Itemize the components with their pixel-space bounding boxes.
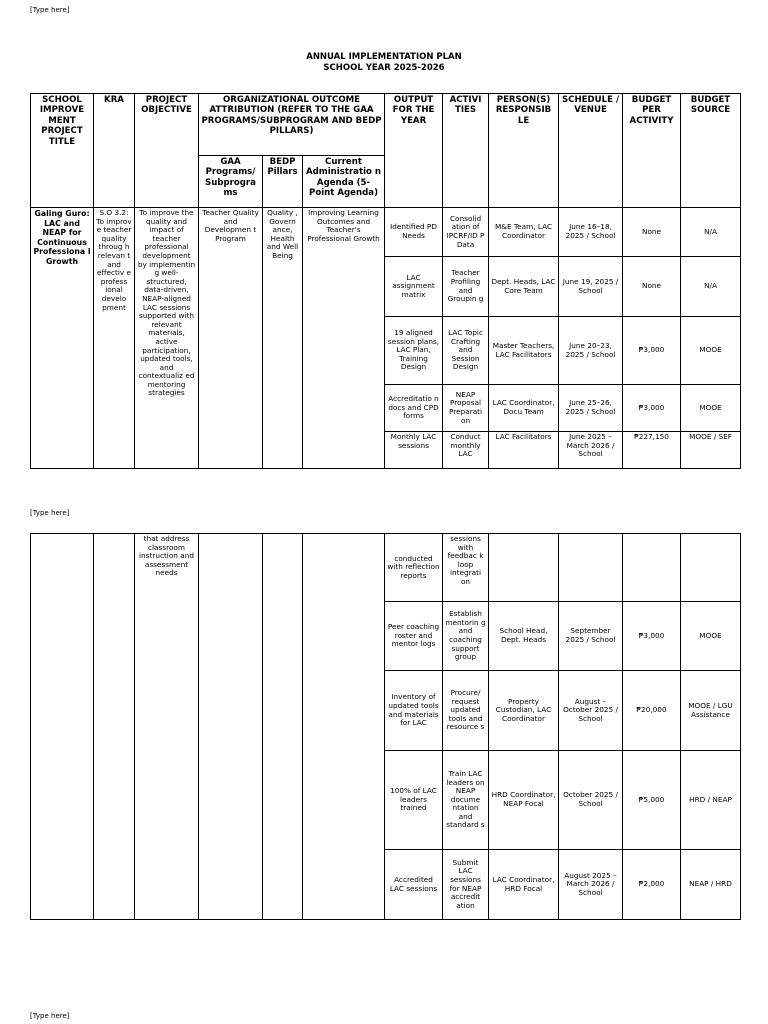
header-gaa: GAA Programs/ Subprogra ms: [199, 156, 263, 208]
source-cell: NEAP / HRD: [681, 850, 741, 920]
title-line-1: ANNUAL IMPLEMENTATION PLAN: [306, 52, 462, 62]
budget-cell: [623, 534, 681, 602]
activity-cell: Train LAC leaders on NEAP docume ntation and standard s: [443, 751, 489, 850]
output-cell: Inventory of updated tools and materials for LAC: [385, 671, 443, 751]
objective-cell: that address classroom instruction and assessment needs: [135, 534, 199, 920]
activity-cell: Conduct monthly LAC: [443, 432, 489, 469]
agenda-cell: [303, 534, 385, 920]
project-title-cell: [31, 534, 94, 920]
schedule-cell: August 2025 – March 2026 / School: [559, 850, 623, 920]
source-cell: MOOE: [681, 385, 741, 432]
budget-cell: ₱2,000: [623, 850, 681, 920]
activity-cell: sessions with feedbac k loop integrati on: [443, 534, 489, 602]
header-bedp: BEDP Pillars: [263, 156, 303, 208]
implementation-plan-table-page2: [30, 533, 741, 920]
source-cell: N/A: [681, 208, 741, 257]
agenda-cell: Improving Learning Outcomes and Teacher's Professional Growth: [303, 208, 385, 469]
activity-cell: Procure/ request updated tools and resource s: [443, 671, 489, 751]
persons-cell: LAC Facilitators: [489, 432, 559, 469]
budget-cell: ₱5,000: [623, 751, 681, 850]
header-org-outcome: ORGANIZATIONAL OUTCOME ATTRIBUTION (REFER TO THE GAA PROGRAMS/SUBPROGRAM AND BEDP PILLARS): [199, 94, 385, 156]
schedule-cell: August – October 2025 / School: [559, 671, 623, 751]
objective-cell: To improve the quality and impact of teacher professional development by implementin g well-structured, data-driven, NEAP-aligned LAC sessions supported with relevant materials, active participation, updated tools, and contextualiz ed mentoring strategies: [135, 208, 199, 469]
persons-cell: Dept. Heads, LAC Core Team: [489, 257, 559, 317]
persons-cell: School Head, Dept. Heads: [489, 602, 559, 671]
schedule-cell: June 16–18, 2025 / School: [559, 208, 623, 257]
page-header: [Type here]: [30, 1012, 70, 1020]
schedule-cell: June 19, 2025 / School: [559, 257, 623, 317]
source-cell: [681, 534, 741, 602]
kra-cell: [94, 534, 135, 920]
activity-cell: Submit LAC sessions for NEAP accredit ation: [443, 850, 489, 920]
activity-cell: LAC Topic Crafting and Session Design: [443, 317, 489, 385]
persons-cell: [489, 534, 559, 602]
budget-cell: ₱3,000: [623, 385, 681, 432]
output-cell: Accreditatio n docs and CPD forms: [385, 385, 443, 432]
project-title-cell: Galing Guro: LAC and NEAP for Continuous Professiona l Growth: [31, 208, 94, 469]
persons-cell: Master Teachers, LAC Facilitators: [489, 317, 559, 385]
persons-cell: M&E Team, LAC Coordinator: [489, 208, 559, 257]
page-header: [Type here]: [30, 6, 70, 14]
persons-cell: LAC Coordinator, HRD Focal: [489, 850, 559, 920]
schedule-cell: June 25–26, 2025 / School: [559, 385, 623, 432]
header-activities: ACTIVI TIES: [443, 94, 489, 208]
source-cell: MOOE / SEF: [681, 432, 741, 469]
header-objective: PROJECT OBJECTIVE: [135, 94, 199, 208]
activity-cell: Consolid ation of IPCRF/ID P Data: [443, 208, 489, 257]
output-cell: Peer coaching roster and mentor logs: [385, 602, 443, 671]
activity-cell: Teacher Profiling and Groupin g: [443, 257, 489, 317]
source-cell: HRD / NEAP: [681, 751, 741, 850]
source-cell: N/A: [681, 257, 741, 317]
budget-cell: ₱3,000: [623, 602, 681, 671]
gaa-cell: Teacher Quality and Developmen t Program: [199, 208, 263, 469]
schedule-cell: June 20–23, 2025 / School: [559, 317, 623, 385]
persons-cell: Property Custodian, LAC Coordinator: [489, 671, 559, 751]
output-cell: 100% of LAC leaders trained: [385, 751, 443, 850]
header-persons: PERSON(S) RESPONSIB LE: [489, 94, 559, 208]
header-output: OUTPUT FOR THE YEAR: [385, 94, 443, 208]
source-cell: MOOE / LGU Assistance: [681, 671, 741, 751]
header-source: BUDGET SOURCE: [681, 94, 741, 208]
source-cell: MOOE: [681, 317, 741, 385]
header-sip-title: SCHOOL IMPROVE MENT PROJECT TITLE: [31, 94, 94, 208]
bedp-cell: Quality , Govern ance, Health and Well Being: [263, 208, 303, 469]
output-cell: conducted with reflection reports: [385, 534, 443, 602]
header-kra: KRA: [94, 94, 135, 208]
output-cell: Identified PD Needs: [385, 208, 443, 257]
budget-cell: ₱20,000: [623, 671, 681, 751]
output-cell: Monthly LAC sessions: [385, 432, 443, 469]
page-header: [Type here]: [30, 509, 70, 517]
persons-cell: HRD Coordinator, NEAP Focal: [489, 751, 559, 850]
budget-cell: None: [623, 257, 681, 317]
schedule-cell: June 2025 – March 2026 / School: [559, 432, 623, 469]
persons-cell: LAC Coordinator, Docu Team: [489, 385, 559, 432]
activity-cell: Establish mentorin g and coaching support group: [443, 602, 489, 671]
schedule-cell: September 2025 / School: [559, 602, 623, 671]
budget-cell: None: [623, 208, 681, 257]
schedule-cell: October 2025 / School: [559, 751, 623, 850]
activity-cell: NEAP Proposal Preparati on: [443, 385, 489, 432]
source-cell: MOOE: [681, 602, 741, 671]
output-cell: 19 aligned session plans, LAC Plan, Training Design: [385, 317, 443, 385]
header-budget: BUDGET PER ACTIVITY: [623, 94, 681, 208]
header-agenda: Current Administratio n Agenda (5-Point Agenda): [303, 156, 385, 208]
budget-cell: ₱227,150: [623, 432, 681, 469]
gaa-cell: [199, 534, 263, 920]
header-schedule: SCHEDULE / VENUE: [559, 94, 623, 208]
schedule-cell: [559, 534, 623, 602]
output-cell: LAC assignment matrix: [385, 257, 443, 317]
bedp-cell: [263, 534, 303, 920]
output-cell: Accredited LAC sessions: [385, 850, 443, 920]
document-title: [0, 52, 768, 74]
implementation-plan-table-page1: [30, 93, 741, 469]
title-line-2: SCHOOL YEAR 2025-2026: [323, 63, 445, 73]
kra-cell: S.O 3.2: To improv e teacher quality throug h relevan t and effectiv e profess ional develo pment: [94, 208, 135, 469]
budget-cell: ₱3,000: [623, 317, 681, 385]
